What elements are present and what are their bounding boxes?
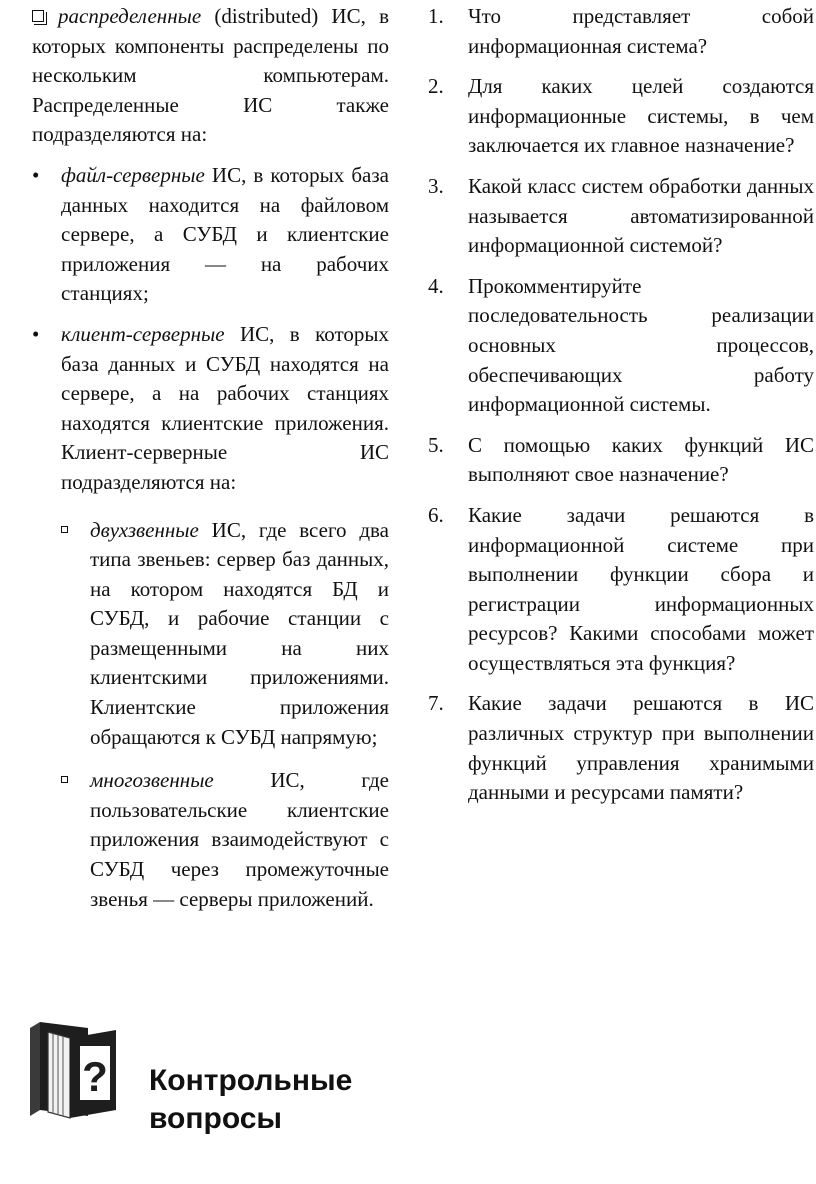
- question-number: 4.: [428, 273, 444, 298]
- sub-list-item: [32, 766, 389, 914]
- heading-line-1: Контрольные: [149, 1064, 353, 1097]
- sub-bullet-text: ИС, где всего два типа звеньев: сервер баз данных, на котором находятся БД и СУБД, и рабочие станции с размещенными на них клиентскими приложениями. Клиентские приложения обращаются к СУБД напрямую;: [90, 517, 389, 749]
- sub-bullet-term: двухзвенные: [90, 517, 199, 542]
- left-column: [32, 0, 389, 914]
- question-number: 2.: [428, 74, 444, 99]
- question-text: Что представляет собой информационная система?: [468, 4, 814, 58]
- intro-paragraph: [32, 2, 389, 150]
- question-item: [428, 72, 814, 161]
- question-number: 6.: [428, 502, 444, 527]
- sub-list-item: [32, 516, 389, 753]
- question-text: Какие задачи решаются в ИС различных структур при выполнении функций управления хранимыми данными и ресурсами памяти?: [468, 691, 814, 805]
- svg-text:?: ?: [82, 1053, 108, 1100]
- question-number: 3.: [428, 173, 444, 198]
- question-text: Прокомментируйте последовательность реализации основных процессов, обеспечивающих работу информационной системы.: [468, 273, 814, 417]
- section-heading: [149, 1062, 352, 1138]
- question-book-icon: [26, 1018, 118, 1122]
- heading-line-2: вопросы: [149, 1102, 283, 1135]
- bullet-marker: •: [32, 321, 40, 346]
- question-text: Для каких целей создаются информационные системы, в чем заключается их главное назначение?: [468, 74, 814, 158]
- list-item: [32, 320, 389, 498]
- question-item: [428, 689, 814, 807]
- question-item: [428, 501, 814, 679]
- bullet-term: файл-серверные: [61, 162, 205, 187]
- sub-bullet-term: многозвенные: [90, 768, 214, 793]
- square-bullet-icon: [61, 776, 68, 783]
- question-text: Какие задачи решаются в информационной системе при выполнении функции сбора и регистрации информационных ресурсов? Какими способами может осуществляться эта функция?: [468, 502, 814, 675]
- square-bullet-icon: [61, 526, 68, 533]
- sub-bullet-text: ИС, где пользовательские клиентские приложения взаимодействуют с СУБД через промежуточные звенья — серверы приложений.: [90, 768, 389, 911]
- list-item: [32, 161, 389, 309]
- bullet-term: клиент-серверные: [61, 321, 225, 346]
- question-number: 5.: [428, 432, 444, 457]
- checkbox-bullet-icon: [32, 10, 44, 22]
- question-text: Какой класс систем обработки данных называется автоматизированной информационной системой?: [468, 173, 814, 258]
- question-item: [428, 431, 814, 490]
- question-text: С помощью каких функций ИС выполняют свое назначение?: [468, 432, 814, 487]
- bullet-text: ИС, в которых база данных и СУБД находятся на сервере, а на рабочих станциях находятся клиентские приложения. Клиент-серверные ИС подразделяются на:: [61, 321, 389, 494]
- question-item: [428, 272, 814, 420]
- bullet-text: ИС, в которых база данных находится на файловом сервере, а СУБД и клиентские приложения — на рабочих станциях;: [61, 162, 389, 306]
- question-item: [428, 172, 814, 261]
- intro-term: распределенные: [58, 4, 202, 28]
- questions-column: [428, 0, 814, 819]
- bullet-marker: •: [32, 162, 40, 187]
- question-number: 1.: [428, 4, 444, 28]
- question-item: [428, 2, 814, 61]
- question-number: 7.: [428, 691, 444, 716]
- intro-text: (distributed) ИС, в которых компоненты распределены по нескольким компьютерам. Распределенные ИС также подразделяются на:: [32, 4, 389, 147]
